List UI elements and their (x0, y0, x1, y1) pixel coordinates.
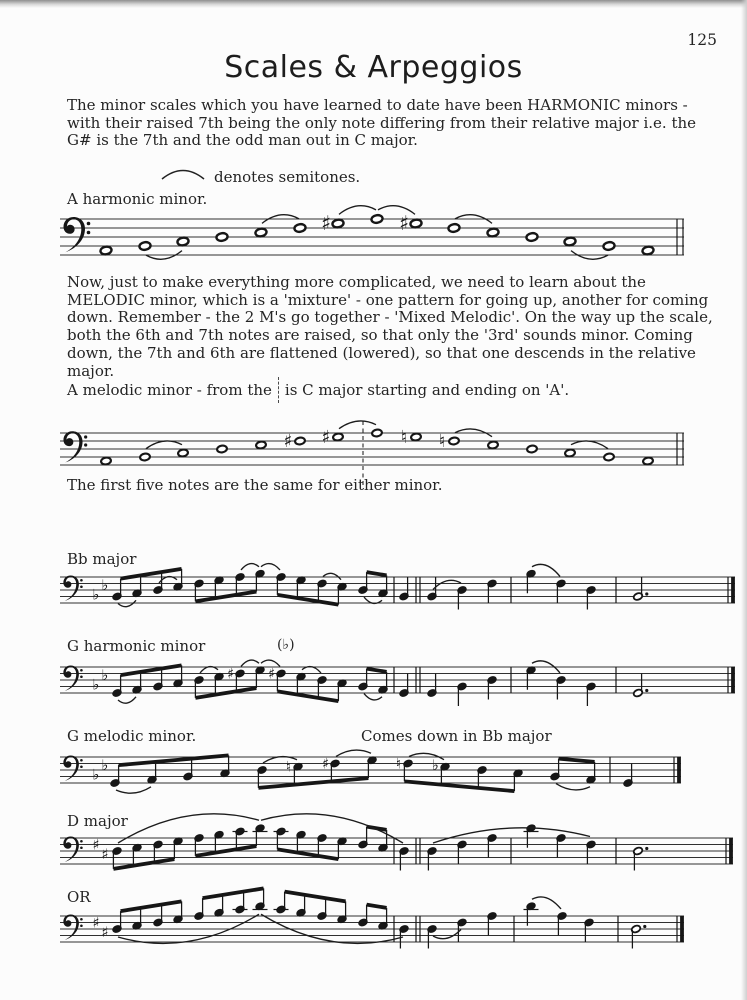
svg-text:♯: ♯ (321, 426, 331, 448)
svg-text:♭: ♭ (92, 676, 100, 694)
label-comes-down: Comes down in Bb major (361, 727, 552, 745)
flat-annotation: (♭) (277, 637, 295, 653)
label-a-melodic-minor (67, 377, 569, 403)
melodic-label-pre: A melodic minor - from the (67, 381, 272, 399)
svg-text:♯: ♯ (321, 211, 331, 236)
staff-d-major-or (60, 888, 684, 948)
page-title: Scales & Arpeggios (224, 50, 523, 85)
svg-text:♯: ♯ (101, 924, 109, 942)
label-d-major: D major (67, 812, 128, 830)
label-g-harmonic-minor: G harmonic minor (67, 637, 206, 655)
semitone-legend-text: denotes semitones. (214, 168, 361, 186)
svg-text:♭: ♭ (92, 586, 100, 604)
svg-text:♯: ♯ (321, 755, 330, 773)
svg-text:♯: ♯ (92, 836, 100, 854)
svg-text:♮: ♮ (400, 426, 408, 448)
melodic-label-post: is C major starting and ending on 'A'. (284, 381, 570, 399)
svg-text:♯: ♯ (267, 665, 276, 683)
staff-g-melodic-minor (60, 750, 681, 793)
svg-text:♭: ♭ (432, 756, 439, 774)
semitone-curve-icon (160, 166, 206, 186)
staff-g-harmonic-minor (60, 660, 735, 706)
dashed-barline-symbol (278, 377, 279, 403)
intro-paragraph: The minor scales which you have learned to date have been HARMONIC minors - with their raised 7th being the only note differing from their relative major i.e. the G# is the 7th and the odd man out in C major. (67, 96, 697, 150)
svg-text:♮: ♮ (285, 758, 292, 776)
label-bb-major: Bb major (67, 550, 137, 568)
svg-text:♮: ♮ (438, 430, 446, 452)
page-number: 125 (687, 31, 717, 49)
svg-text:♭: ♭ (92, 766, 100, 784)
scan-edge-top (0, 0, 747, 8)
label-or: OR (67, 888, 91, 906)
svg-text:♭: ♭ (101, 576, 109, 594)
staff-a-harmonic-minor (60, 206, 684, 260)
svg-text:♭: ♭ (101, 756, 109, 774)
staff-d-major (60, 814, 733, 871)
svg-text:♯: ♯ (92, 914, 100, 932)
melodic-paragraph: Now, just to make everything more complicated, we need to learn about the MELODIC minor, which is a 'mixture' - one pattern for going up, another for coming down. Remember - the 2 M's go together - 'Mixed Melodic'. On the way up the scale, both the 6th and 7th notes are raised, so that only the '3rd' sounds minor. Coming down, the 7th and 6th are flattened (lowered), so that one descends in the relative major. (67, 273, 713, 380)
first-five-note: The first five notes are the same for either minor. (67, 476, 443, 494)
scan-edge-right (741, 0, 747, 1000)
svg-text:♯: ♯ (399, 211, 409, 236)
staff-bb-major (60, 564, 735, 610)
svg-text:♯: ♯ (226, 665, 235, 683)
label-g-melodic-minor: G melodic minor. (67, 727, 197, 745)
semitone-legend (160, 166, 360, 186)
svg-text:♮: ♮ (395, 755, 402, 773)
svg-text:♯: ♯ (283, 430, 293, 452)
label-a-harmonic-minor: A harmonic minor. (67, 190, 208, 208)
svg-text:♯: ♯ (101, 846, 109, 864)
svg-text:♭: ♭ (101, 666, 109, 684)
